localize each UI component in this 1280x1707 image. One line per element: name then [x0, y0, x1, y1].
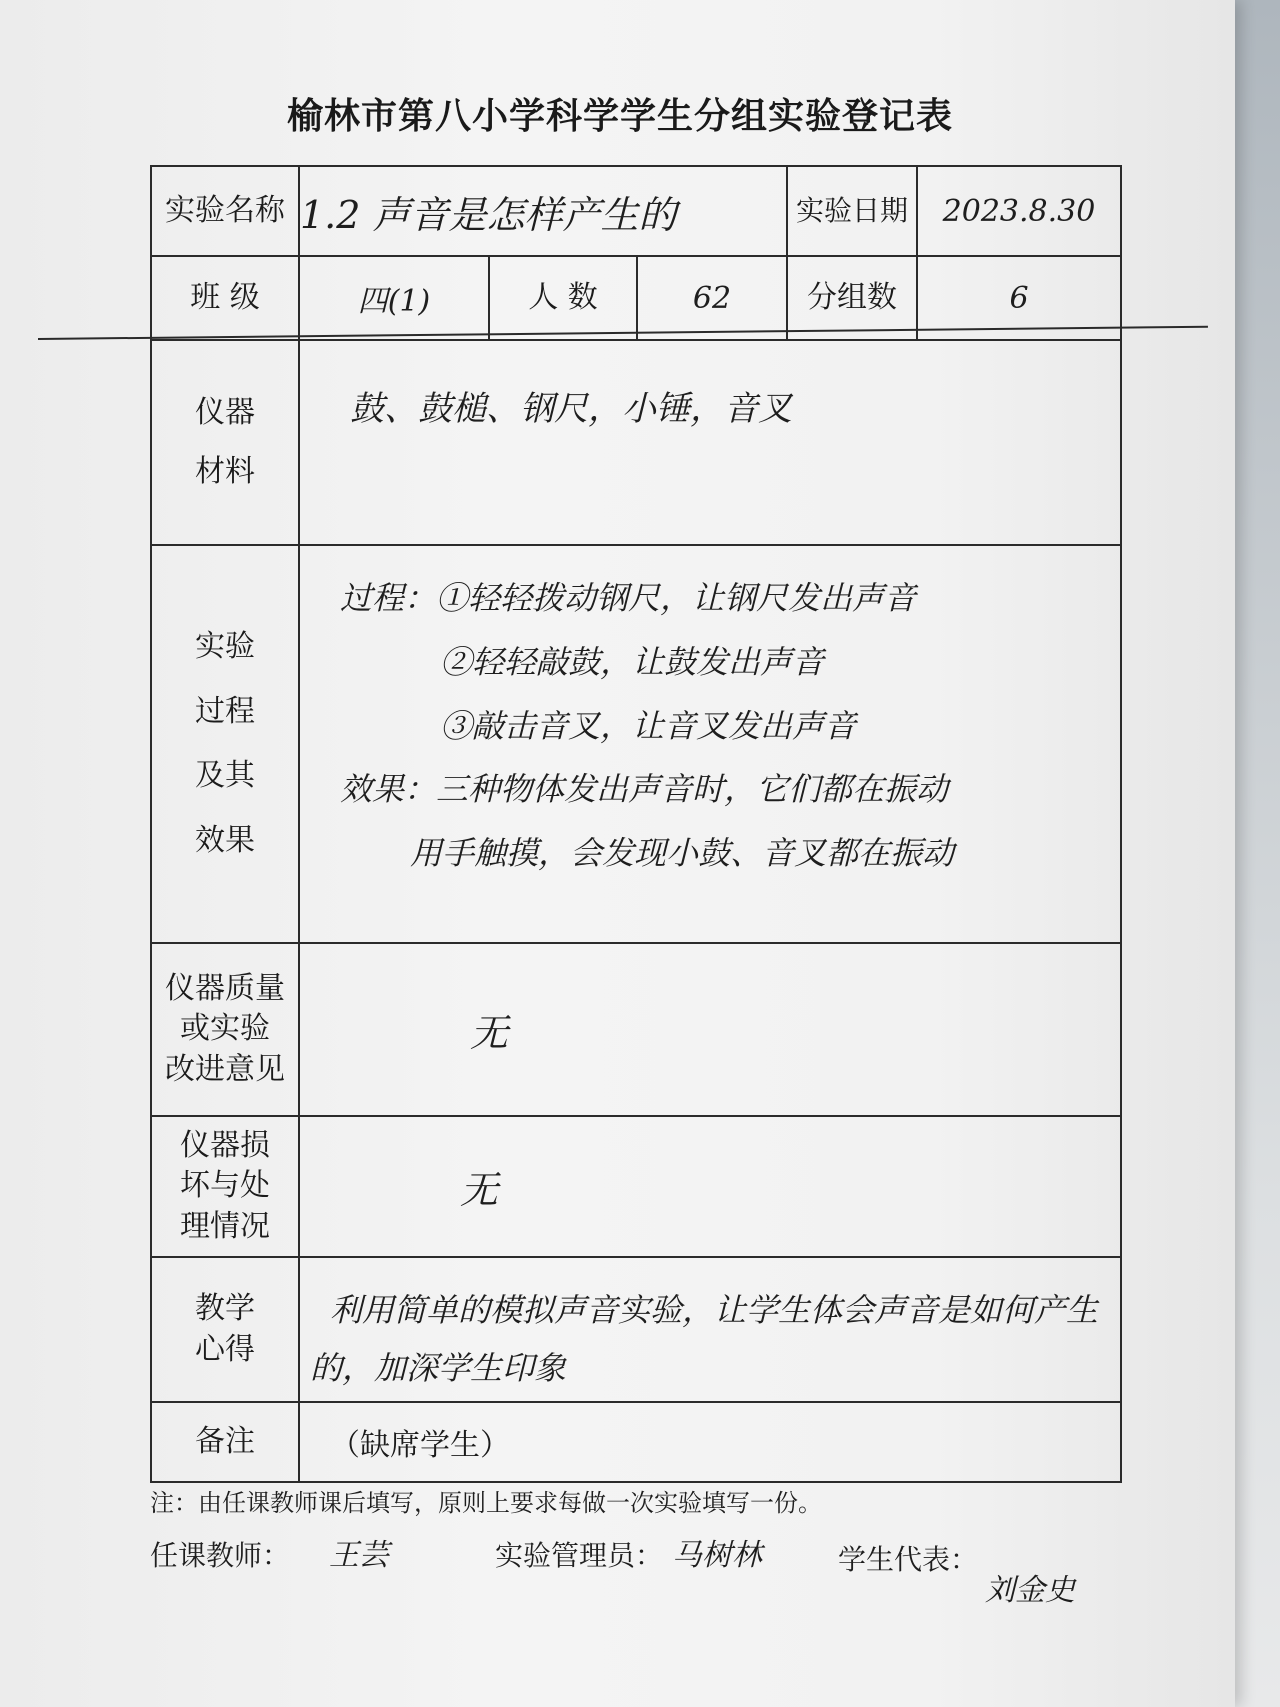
count-label: 人 数	[489, 256, 637, 340]
process-content	[299, 545, 1121, 943]
process-line: 用手触摸，会发现小鼓、音叉都在振动	[410, 833, 955, 872]
groups-value: 6	[917, 256, 1121, 340]
notes-label: 备注	[151, 1402, 299, 1482]
materials-value: 鼓、鼓槌、钢尺，小锤，音叉	[299, 340, 1121, 545]
reflection-line: 利用简单的模拟声音实验，让学生体会声音是如何产生	[330, 1291, 1099, 1330]
count-value: 62	[637, 256, 787, 340]
footnote: 注：由任课教师课后填写，原则上要求每做一次实验填写一份。	[150, 1489, 822, 1517]
admin-value: 马树林	[671, 1538, 762, 1573]
process-line: 过程：①轻轻拨动钢尺，让钢尺发出声音	[340, 579, 917, 618]
student-signature-value	[985, 1565, 1075, 1609]
exp-date-label: 实验日期	[787, 166, 917, 256]
registration-form-table	[150, 165, 1122, 1483]
quality-value: 无	[299, 943, 1121, 1115]
process-line: ②轻轻敲鼓，让鼓发出声音	[440, 643, 825, 682]
exp-name-value: 1.2 声音是怎样产生的	[299, 166, 787, 256]
student-signature	[838, 1538, 978, 1578]
student-value: 刘金史	[985, 1573, 1075, 1608]
quality-label-line: 或实验	[180, 1011, 270, 1047]
materials-label-line: 仪器	[195, 395, 255, 431]
admin-label: 实验管理员：	[495, 1539, 664, 1572]
materials-label	[151, 340, 299, 545]
reflection-label-line: 教学	[195, 1291, 255, 1327]
reflection-line: 的，加深学生印象	[310, 1348, 567, 1387]
quality-label-line: 仪器质量	[165, 970, 285, 1006]
exp-date-value: 2023.8.30	[917, 166, 1121, 256]
row-experiment-name	[151, 166, 1121, 256]
damage-label	[151, 1116, 299, 1258]
teacher-signature	[150, 1530, 389, 1574]
row-reflection	[151, 1257, 1121, 1402]
admin-signature	[495, 1530, 762, 1574]
reflection-content	[299, 1257, 1121, 1402]
student-label: 学生代表：	[838, 1543, 979, 1576]
damage-label-line: 坏与处	[180, 1168, 270, 1204]
process-label-line: 及其	[195, 758, 255, 794]
damage-value: 无	[299, 1116, 1121, 1258]
row-notes	[151, 1402, 1121, 1482]
damage-label-line: 理情况	[180, 1208, 270, 1244]
exp-name-label: 实验名称	[151, 166, 299, 256]
quality-label	[151, 943, 299, 1115]
row-quality	[151, 943, 1121, 1115]
groups-label: 分组数	[787, 256, 917, 340]
class-label: 班 级	[151, 256, 299, 340]
damage-label-line: 仪器损	[180, 1127, 270, 1163]
process-label	[151, 545, 299, 943]
quality-label-line: 改进意见	[165, 1051, 285, 1087]
materials-label-line: 材料	[195, 453, 255, 489]
process-label-line: 过程	[195, 693, 255, 729]
process-label-line: 效果	[195, 822, 255, 858]
process-label-line: 实验	[195, 629, 255, 665]
form-title: 榆林市第八小学科学学生分组实验登记表	[286, 96, 953, 137]
row-damage	[151, 1116, 1121, 1258]
teacher-value: 王芸	[328, 1538, 389, 1573]
reflection-label-line: 心得	[195, 1331, 255, 1367]
row-materials	[151, 340, 1121, 545]
notes-value: （缺席学生）	[299, 1402, 1121, 1482]
class-value: 四(1)	[299, 256, 489, 340]
row-process	[151, 545, 1121, 943]
teacher-label: 任课教师：	[150, 1539, 291, 1572]
process-line: 效果：三种物体发出声音时，它们都在振动	[340, 770, 949, 809]
process-line: ③敲击音叉，让音叉发出声音	[440, 706, 857, 745]
reflection-label	[151, 1257, 299, 1402]
